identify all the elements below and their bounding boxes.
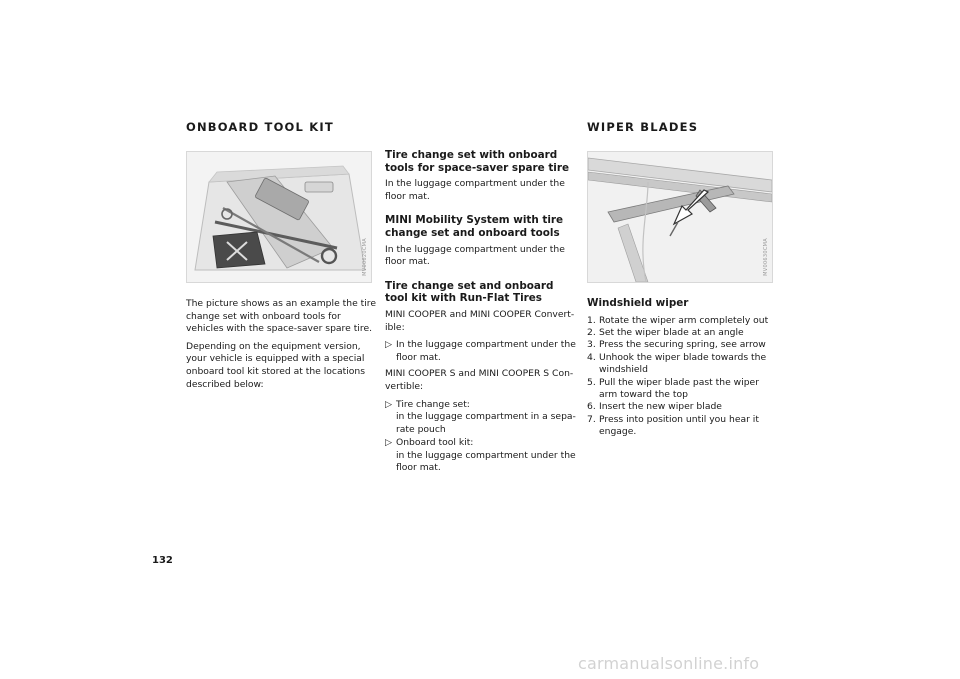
list-item: ▷ Tire change set: in the luggage compartment in a sepa-rate pouch [385,398,576,435]
figure-code: MV00620CMA [362,238,368,276]
paragraph: The picture shows as an example the tire change set with onboard tools for vehicles with the space-saver spare tire. [186,298,377,335]
wiper-steps-list [587,315,777,439]
paragraph: MINI COOPER S and MINI COOPER S Con-vertible: [385,368,574,392]
list-item: ▷ Onboard tool kit: in the luggage compartment under the floor mat. [385,437,576,474]
list-item: 2. Set the wiper blade at an angle [587,327,744,338]
list-item: ▷ In the luggage compartment under the floor mat. [385,339,576,363]
paragraph: In the luggage compartment under the floor mat. [385,178,565,202]
subheading-mobility-system: MINI Mobility System with tire change set and onboard tools [385,214,564,239]
subheading-run-flat: Tire change set and onboard tool kit with Run-Flat Tires [385,279,554,305]
section-title-onboard-tool-kit: ONBOARD TOOL KIT [186,120,334,134]
paragraph: In the luggage compartment under the floor mat. [385,243,565,268]
bullet-list [385,399,577,476]
onboard-tool-kit-figure [186,151,372,283]
wiper-blades-section [587,118,777,439]
arrow-marker-icon: ▷ [385,437,393,449]
section-title-wiper-blades: WIPER BLADES [587,120,699,134]
figure-code: MV00630CMA [763,238,769,276]
tool-kit-illustration [187,152,371,282]
wiper-blade-figure [587,151,773,283]
subheading-windshield-wiper: Windshield wiper [587,297,689,309]
list-item: 7. Press into position until you hear it engage. [587,413,759,438]
arrow-marker-icon: ▷ [385,339,393,351]
bullet-list [385,339,577,364]
watermark-link[interactable]: carmanualsonline.info [578,654,760,673]
wiper-illustration [588,152,772,282]
subheading-space-saver: Tire change set with onboard tools for space-saver spare tire [385,149,570,174]
list-item: 6. Insert the new wiper blade [587,401,722,413]
arrow-marker-icon: ▷ [385,398,393,410]
list-item: 3. Press the securing spring, see arrow [587,339,766,351]
tool-kit-locations-section [385,149,577,477]
list-item: 5. Pull the wiper blade past the wiper arm toward the top [587,376,759,401]
paragraph: Depending on the equipment version, your vehicle is equipped with a special onboard tool kit stored at the locations described below: [186,340,365,390]
page-number: 132 [152,555,173,566]
paragraph: MINI COOPER and MINI COOPER Convert-ible: [385,308,575,333]
onboard-tool-kit-section [186,118,378,396]
list-item: 1. Rotate the wiper arm completely out [587,314,769,326]
list-item: 4. Unhook the wiper blade towards the windshield [587,351,767,376]
